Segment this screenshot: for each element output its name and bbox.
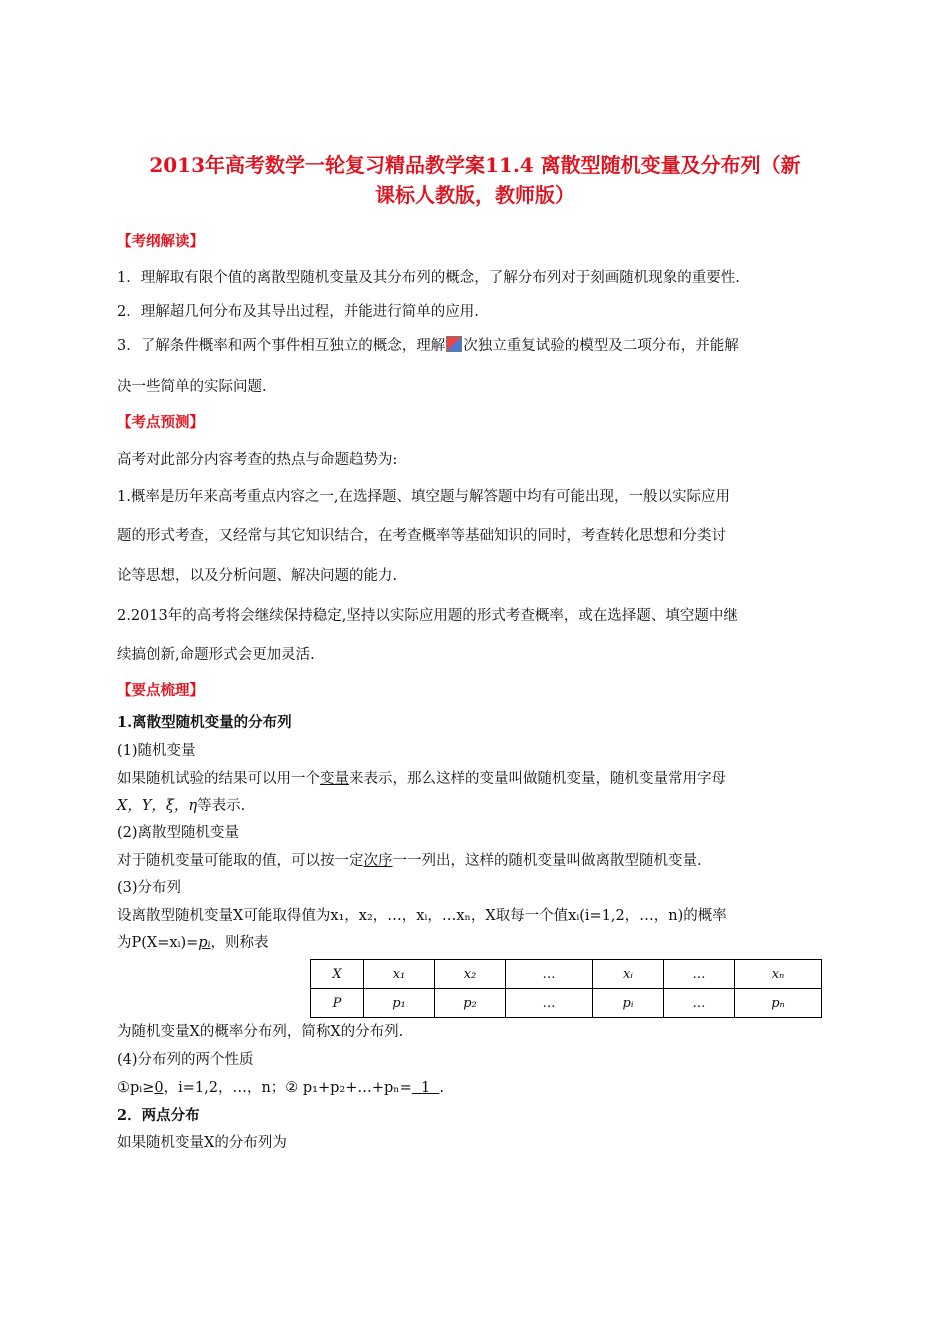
table-cell: xᵢ	[593, 960, 664, 989]
table-cell: P	[311, 989, 364, 1018]
yuce-line-5: 2.2013年的高考将会继续保持稳定,坚持以实际应用题的形式考查概率，或在选择题、填空题中继	[117, 608, 738, 624]
yuce-line-6: 续搞创新,命题形式会更加灵活.	[117, 647, 315, 663]
kaogang-item-1: 1．理解取有限个值的离散型随机变量及其分布列的概念，了解分布列对于刻画随机现象的重要性.	[117, 270, 740, 286]
yuce-line-3: 题的形式考查，又经常与其它知识结合，在考查概率等基础知识的同时，考查转化思想和分类讨	[117, 528, 726, 544]
broken-image-icon	[446, 336, 462, 352]
yaodian-heading-1: 1.离散型随机变量的分布列	[117, 714, 292, 731]
yaodian-sub-1: (1)随机变量	[117, 743, 196, 759]
kaogang-item-2: 2．理解超几何分布及其导出过程，并能进行简单的应用.	[117, 304, 479, 320]
table-cell: p₁	[364, 989, 435, 1018]
yaodian-sub-2: (2)离散型随机变量	[117, 825, 240, 841]
yaodian-para-1a: 如果随机试验的结果可以用一个变量来表示，那么这样的变量叫做随机变量，随机变量常用字母	[117, 771, 726, 787]
distribution-table	[310, 959, 822, 1018]
table-cell: pᵢ	[593, 989, 664, 1018]
table-cell: pₙ	[735, 989, 822, 1018]
yuce-line-1: 高考对此部分内容考查的热点与命题趋势为:	[117, 452, 398, 468]
yaodian-para-4: ①pᵢ≥0，i=1,2，…，n；② p₁+p₂+…+pₙ= 1 .	[117, 1080, 445, 1096]
document-title	[100, 150, 850, 210]
yaodian-para-1b: X，Y，ξ，η等表示.	[117, 798, 246, 814]
section-yuce-heading: 【考点预测】	[117, 414, 204, 431]
table-cell: …	[664, 989, 735, 1018]
table-cell: …	[506, 960, 593, 989]
kaogang-item-3: 3．了解条件概率和两个事件相互独立的概念，理解 次独立重复试验的模型及二项分布，并能解	[117, 338, 739, 354]
yuce-line-2: 1.概率是历年来高考重点内容之一,在选择题、填空题与解答题中均有可能出现，一般以实际应用	[117, 489, 730, 505]
yaodian-sub-4: (4)分布列的两个性质	[117, 1052, 254, 1068]
table-cell: X	[311, 960, 364, 989]
title-line-2: 课标人教版，教师版）	[375, 183, 575, 207]
kaogang-item-3-cont: 决一些简单的实际问题.	[117, 379, 267, 395]
table-row	[311, 989, 822, 1018]
yaodian-heading-2: 2．两点分布	[117, 1107, 200, 1124]
table-row	[311, 960, 822, 989]
yaodian-para-3a: 设离散型随机变量X可能取得值为x₁，x₂，…，xᵢ，…xₙ，X取每一个值xᵢ(i=1,2，…，n)的概率	[117, 908, 727, 924]
section-yaodian-heading: 【要点梳理】	[117, 682, 204, 699]
section-kaogang-heading: 【考纲解读】	[117, 233, 204, 250]
yaodian-para-5: 如果随机变量X的分布列为	[117, 1135, 287, 1151]
table-cell: …	[506, 989, 593, 1018]
yaodian-sub-3: (3)分布列	[117, 880, 182, 896]
yaodian-para-2: 对于随机变量可能取的值，可以按一定次序一一列出，这样的随机变量叫做离散型随机变量.	[117, 853, 702, 869]
title-line-1: 2013年高考数学一轮复习精品教学案11.4 离散型随机变量及分布列（新	[149, 153, 801, 177]
table-cell: …	[664, 960, 735, 989]
table-cell: xₙ	[735, 960, 822, 989]
table-cell: x₂	[435, 960, 506, 989]
yaodian-para-3b: 为P(X=xᵢ)=pᵢ，则称表	[117, 935, 269, 951]
yaodian-para-3c: 为随机变量X的概率分布列，简称X的分布列.	[117, 1024, 404, 1040]
table-cell: p₂	[435, 989, 506, 1018]
table-cell: x₁	[364, 960, 435, 989]
yuce-line-4: 论等思想，以及分析问题、解决问题的能力.	[117, 568, 398, 584]
